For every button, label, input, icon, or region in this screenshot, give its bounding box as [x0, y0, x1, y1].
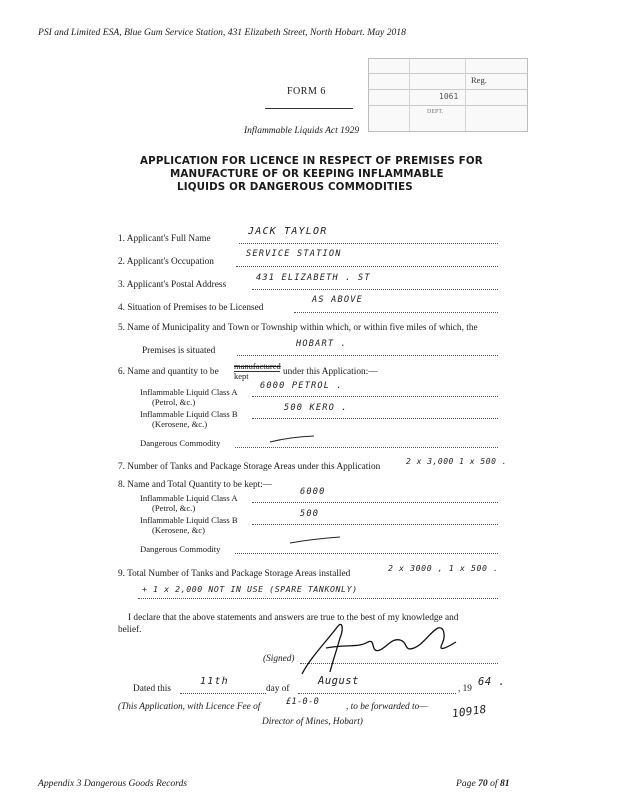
form-number: FORM 6 [287, 86, 326, 97]
q6-dangerous-line [235, 447, 498, 448]
q9-line-2 [138, 598, 498, 599]
document-header: PSI and Limited ESA, Blue Gum Service Station, 431 Elizabeth Street, North Hobart. May 2018 [38, 27, 406, 38]
q6-class-a-label: Inflammable Liquid Class A [140, 387, 238, 397]
fee-line-b: , to be forwarded to— [346, 702, 428, 712]
reference-number: 10918 [451, 702, 488, 721]
q7-label: 7. Number of Tanks and Package Storage Areas under this Application [118, 462, 381, 472]
q8-class-b-label: Inflammable Liquid Class B [140, 515, 238, 525]
year-value: 64 . [478, 676, 506, 688]
q8-label: 8. Name and Total Quantity to be kept:— [118, 480, 273, 490]
q1-label: 1. Applicant's Full Name [118, 234, 211, 244]
q5-value: HOBART . [296, 339, 347, 349]
q2-line [236, 266, 498, 267]
q9-value-2: + 1 x 2,000 NOT IN USE (SPARE TANKONLY) [142, 584, 358, 594]
fee-line-a: (This Application, with Licence Fee of [118, 702, 261, 712]
footer-page-prefix: Page [456, 778, 479, 789]
q8-class-a-label: Inflammable Liquid Class A [140, 493, 238, 503]
q6-dangerous-dash [268, 433, 318, 445]
q8-class-a-sub: (Petrol, &c.) [152, 503, 196, 513]
q1-line [239, 243, 498, 244]
dated-label: Dated this [133, 684, 171, 694]
declaration-line-2: belief. [118, 625, 142, 635]
month-value: August [318, 675, 359, 687]
q6-class-a-sub: (Petrol, &c.) [152, 397, 196, 407]
q8-class-a-line [252, 502, 498, 503]
q8-class-a-value: 6000 [300, 487, 326, 497]
q4-label: 4. Situation of Premises to be Licensed [118, 303, 264, 313]
q5-label: 5. Name of Municipality and Town or Township within which, or within five miles of which, the [118, 323, 478, 333]
q2-value: SERVICE STATION [246, 249, 342, 259]
q6-label-a: 6. Name and quantity to be [118, 367, 219, 377]
footer-page-of: of [487, 778, 500, 789]
year-prefix: , 19 [458, 684, 472, 694]
q8-dangerous-label: Dangerous Commodity [140, 544, 221, 554]
q3-value: 431 ELIZABETH . ST [256, 273, 371, 283]
q7-value: 2 x 3,000 1 x 500 . [406, 457, 508, 466]
director-line: Director of Mines, Hobart) [262, 717, 363, 727]
q6-option-kept: kept [234, 371, 280, 381]
footer-page-current: 70 [478, 778, 488, 789]
stamp-number: 1061 [439, 92, 459, 101]
q6-label-b: under this Application:— [283, 367, 378, 377]
q1-value: JACK TAYLOR [248, 226, 328, 237]
q4-line [294, 312, 498, 313]
q6-class-b-label: Inflammable Liquid Class B [140, 409, 238, 419]
q9-label: 9. Total Number of Tanks and Package Storage Areas installed [118, 569, 351, 579]
fee-value: £1-0-0 [286, 697, 320, 707]
day-of-label: day of [266, 684, 290, 694]
q5-line [237, 355, 498, 356]
q8-class-b-sub: (Kerosene, &c) [152, 525, 205, 535]
signature-image [296, 618, 466, 680]
stamp-reg-label: Reg. [471, 75, 487, 85]
month-line [298, 693, 456, 694]
day-value: 11th [200, 676, 229, 687]
q6-dangerous-label: Dangerous Commodity [140, 438, 221, 448]
day-line [180, 693, 266, 694]
q6-class-a-line [252, 396, 498, 397]
form-title-line-2: MANUFACTURE OF OR KEEPING INFLAMMABLE [170, 168, 444, 180]
q3-line [252, 289, 498, 290]
q3-label: 3. Applicant's Postal Address [118, 280, 227, 290]
q6-option-fraction [234, 362, 280, 381]
form-title-line-1: APPLICATION FOR LICENCE IN RESPECT OF PREMISES FOR [140, 155, 483, 167]
q6-class-b-line [252, 418, 498, 419]
footer-page-total: 81 [499, 778, 510, 789]
q6-class-b-value: 500 KERO . [284, 403, 348, 413]
form-title-line-3: LIQUIDS OR DANGEROUS COMMODITIES [177, 181, 413, 193]
form-number-rule [265, 108, 353, 109]
q2-label: 2. Applicant's Occupation [118, 257, 214, 267]
q6-class-b-sub: (Kerosene, &c.) [152, 419, 208, 429]
signed-label: (Signed) [263, 654, 295, 664]
q4-value: AS ABOVE [312, 295, 363, 305]
q8-class-b-value: 500 [300, 509, 320, 519]
q6-class-a-value: 6000 PETROL . [260, 381, 343, 391]
q9-value: 2 x 3000 , 1 x 500 . [388, 563, 499, 573]
footer-left: Appendix 3 Dangerous Goods Records [38, 778, 188, 789]
footer-page [456, 778, 510, 789]
q6-option-manufactured: manufactured [234, 361, 281, 371]
registry-stamp [368, 58, 528, 132]
q5-sub-label: Premises is situated [142, 346, 216, 356]
declaration-line-1: I declare that the above statements and answers are true to the best of my knowledge and [128, 613, 459, 623]
q8-dangerous-line [235, 553, 498, 554]
stamp-dept: DEPT. [427, 109, 444, 115]
act-name: Inflammable Liquids Act 1929 [244, 126, 360, 136]
q8-class-b-line [252, 524, 498, 525]
q8-dangerous-dash [288, 534, 344, 546]
